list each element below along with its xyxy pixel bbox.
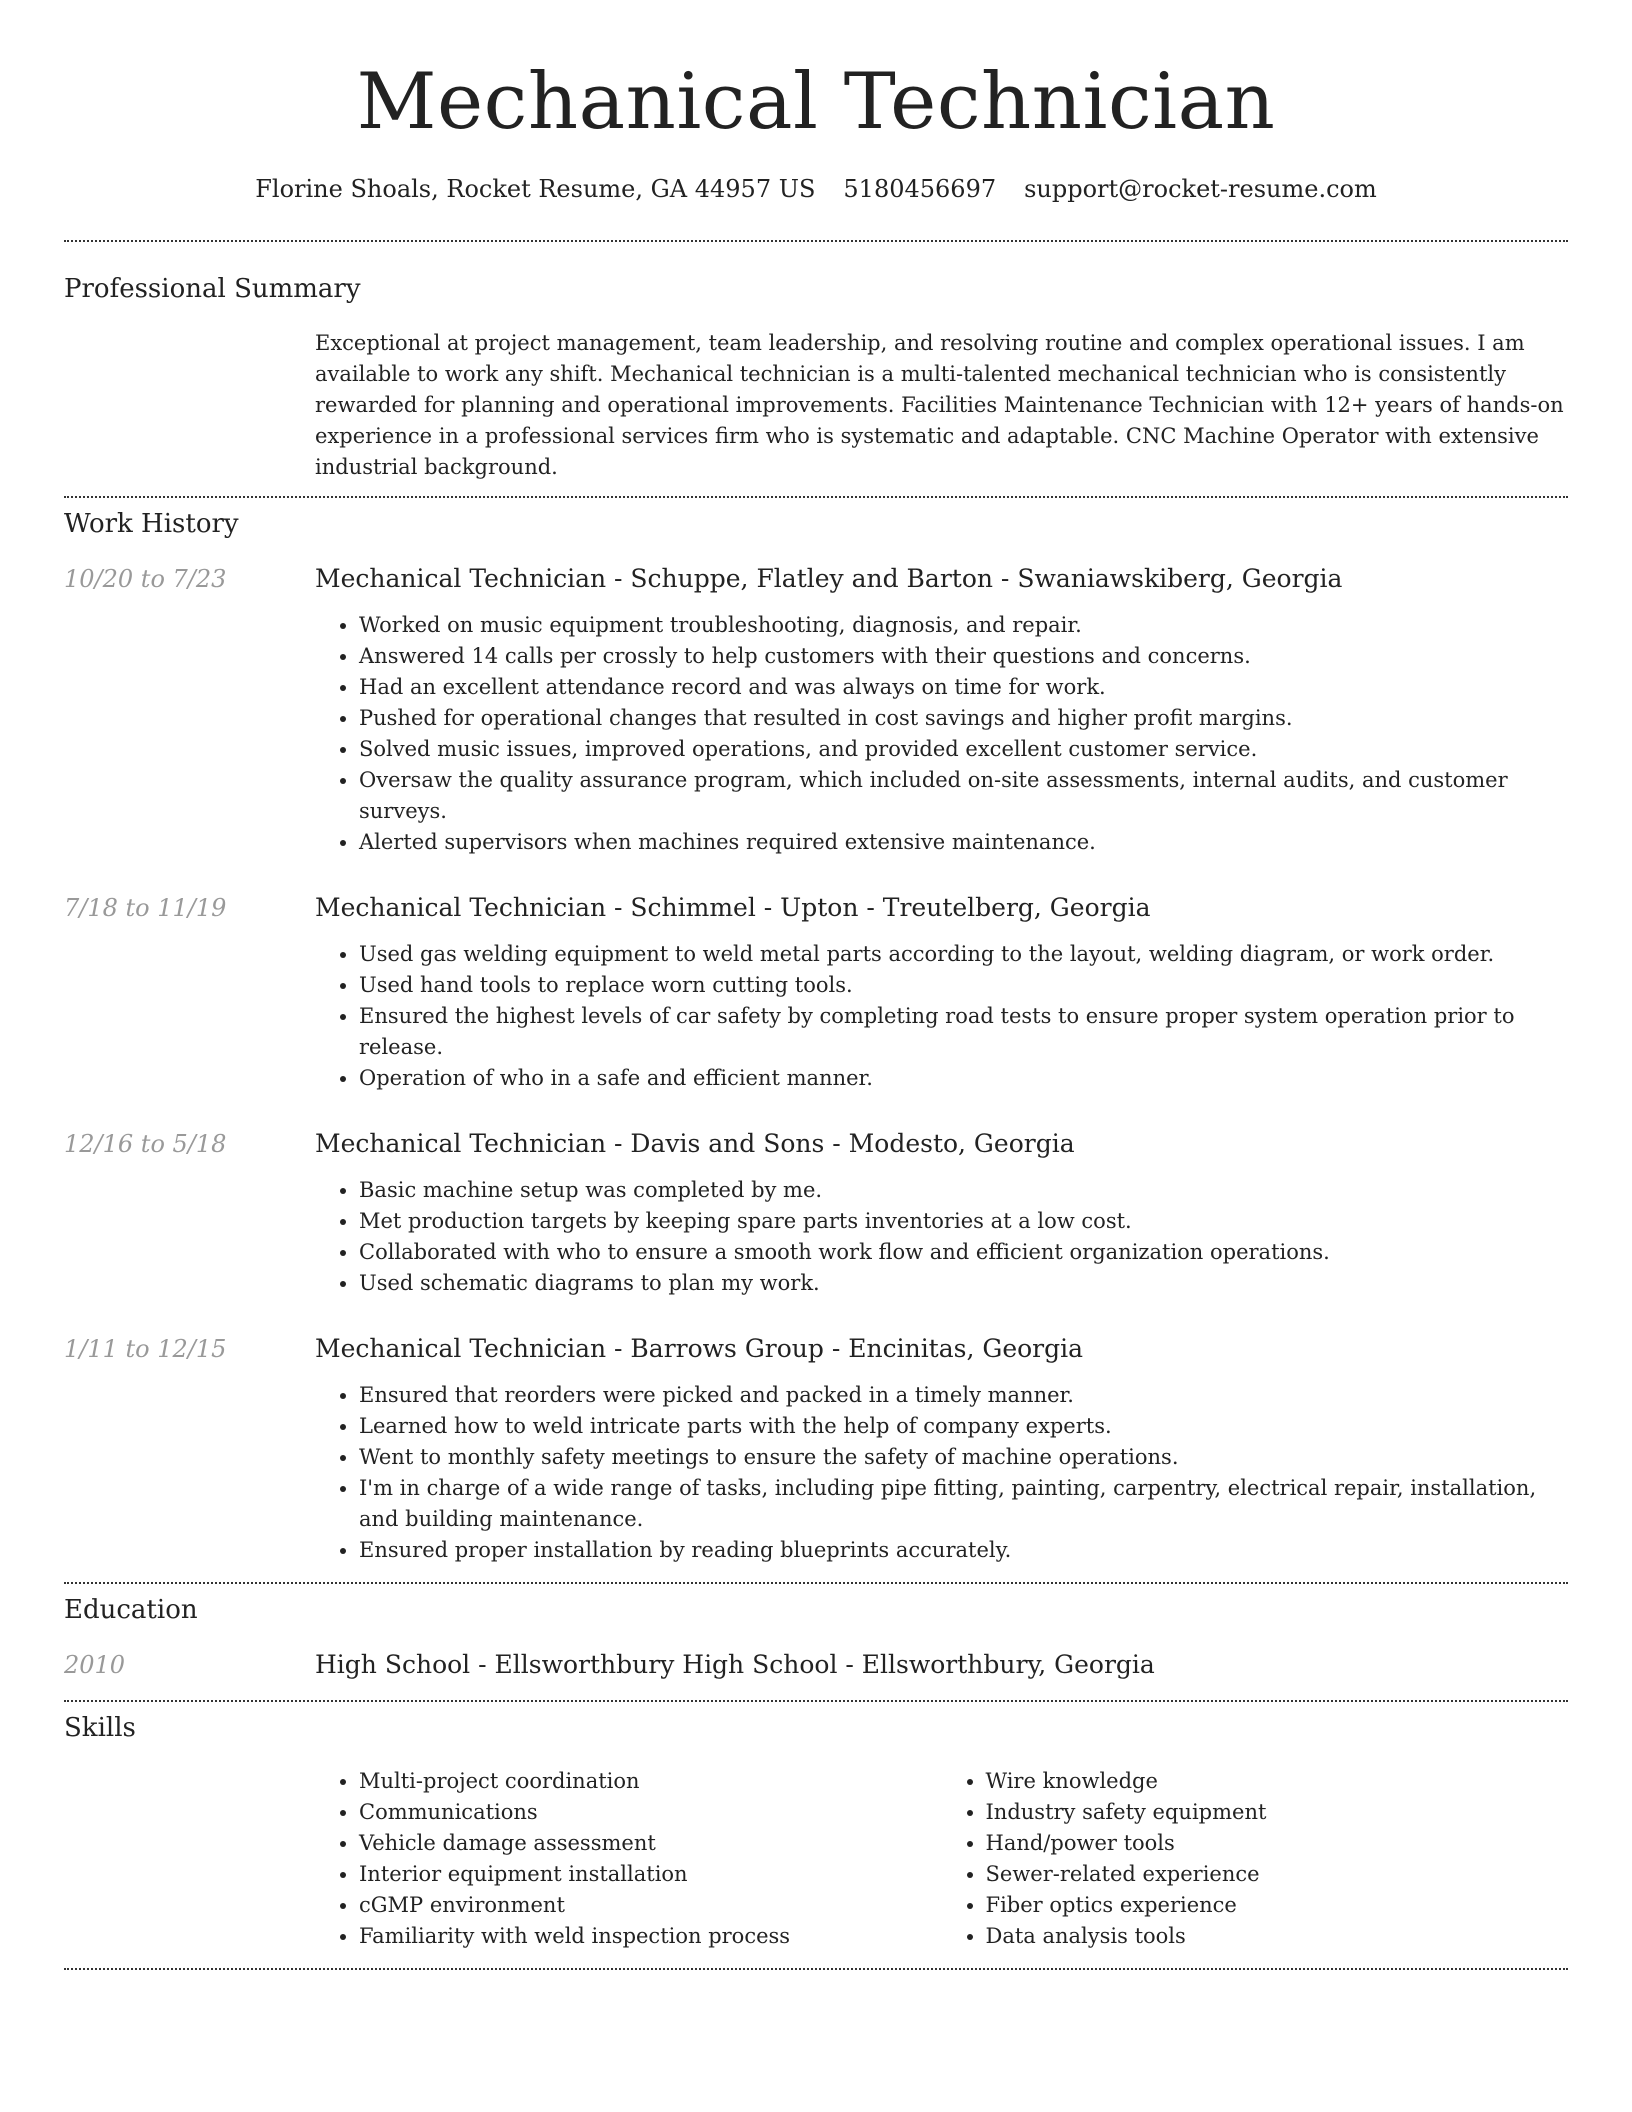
list-item: • Collaborated with who to ensure a smooth work flow and efficient organization operations. [359,1237,1568,1268]
list-item: • Communications [359,1797,942,1828]
list-item: • Hand/power tools [986,1828,1569,1859]
job-title: Mechanical Technician - Schuppe, Flatley and Barton - Swaniawskiberg, Georgia [315,564,1343,593]
education-title: High School - Ellsworthbury High School - Ellsworthbury, Georgia [315,1650,1155,1679]
list-item: • Ensured proper installation by reading blueprints accurately. [359,1535,1568,1566]
list-item: • Alerted supervisors when machines required extensive maintenance. [359,827,1568,858]
list-item: • I'm in charge of a wide range of tasks, including pipe fitting, painting, carpentry, electrical repair, installation, and building maintenance. [359,1473,1568,1535]
list-item: • Used schematic diagrams to plan my work. [359,1268,1568,1299]
list-item: • Wire knowledge [986,1766,1569,1797]
job-entry [64,1127,1568,1299]
job-entry [64,562,1568,858]
list-item: • Oversaw the quality assurance program, which included on-site assessments, internal audits, and customer surveys. [359,765,1568,827]
job-entry [64,891,1568,1094]
job-bullets [315,1380,1568,1566]
list-item: • Interior equipment installation [359,1859,942,1890]
list-item: • Vehicle damage assessment [359,1828,942,1859]
skills-list-right [942,1766,1569,1952]
contact-address: Florine Shoals, Rocket Resume, GA 44957 US [255,175,816,203]
list-item: • Sewer-related experience [986,1859,1569,1890]
list-item: • Worked on music equipment troubleshooting, diagnosis, and repair. [359,610,1568,641]
list-item: • Data analysis tools [986,1921,1569,1952]
resume-name-title: Mechanical Technician [356,57,1276,147]
job-bullets [315,610,1568,858]
list-item: • Had an excellent attendance record and was always on time for work. [359,672,1568,703]
list-item: • Familiarity with weld inspection process [359,1921,942,1952]
contact-phone: 5180456697 [843,175,997,203]
section-title-summary: Professional Summary [64,274,361,304]
list-item: • Pushed for operational changes that resulted in cost savings and higher profit margins. [359,703,1568,734]
job-dates: 10/20 to 7/23 [64,565,227,593]
list-item: • Operation of who in a safe and efficient manner. [359,1063,1568,1094]
list-item: • Ensured that reorders were picked and packed in a timely manner. [359,1380,1568,1411]
list-item: • Met production targets by keeping spare parts inventories at a low cost. [359,1206,1568,1237]
list-item: • Industry safety equipment [986,1797,1569,1828]
list-item: • Fiber optics experience [986,1890,1569,1921]
list-item: • Used hand tools to replace worn cutting tools. [359,970,1568,1001]
job-dates: 7/18 to 11/19 [64,894,227,922]
job-title: Mechanical Technician - Schimmel - Upton - Treutelberg, Georgia [315,893,1151,922]
list-item: • Used gas welding equipment to weld metal parts according to the layout, welding diagram, or work order. [359,939,1568,970]
list-item: • cGMP environment [359,1890,942,1921]
job-bullets [315,939,1568,1094]
section-title-work-history: Work History [64,509,239,539]
list-item: • Multi-project coordination [359,1766,942,1797]
job-dates: 12/16 to 5/18 [64,1130,227,1158]
contact-email: support@rocket-resume.com [1024,175,1377,203]
list-item: • Went to monthly safety meetings to ensure the safety of machine operations. [359,1442,1568,1473]
list-item: • Answered 14 calls per crossly to help customers with their questions and concerns. [359,641,1568,672]
section-title-education: Education [64,1595,198,1625]
education-entry [64,1648,1568,1682]
list-item: • Solved music issues, improved operations, and provided excellent customer service. [359,734,1568,765]
skills-list-left [315,1766,942,1952]
job-bullets [315,1175,1568,1299]
job-entry [64,1332,1568,1566]
work-history-section [64,498,1568,1566]
contact-line [64,172,1568,206]
summary-text: Exceptional at project management, team leadership, and resolving routine and complex operational issues. I am available to work any shift. Mechanical technician is a multi-talented mechanical technician who is consistently rewarded for planning and operational improvements. Facilities Maintenance Technician with 12+ years of hands-on experience in a professional services firm who is systematic and adaptable. CNC Machine Operator with extensive industrial background. [315,331,1564,479]
divider [64,1968,1568,1970]
list-item: • Ensured the highest levels of car safety by completing road tests to ensure proper system operation prior to release. [359,1001,1568,1063]
education-year: 2010 [64,1651,126,1679]
skills-section [64,1702,1568,1952]
list-item: • Learned how to weld intricate parts with the help of company experts. [359,1411,1568,1442]
summary-section [64,242,1568,483]
education-section [64,1584,1568,1682]
section-title-skills: Skills [64,1713,136,1743]
job-title: Mechanical Technician - Barrows Group - Encinitas, Georgia [315,1334,1084,1363]
list-item: • Basic machine setup was completed by me. [359,1175,1568,1206]
job-title: Mechanical Technician - Davis and Sons - Modesto, Georgia [315,1129,1075,1158]
job-dates: 1/11 to 12/15 [64,1335,227,1363]
